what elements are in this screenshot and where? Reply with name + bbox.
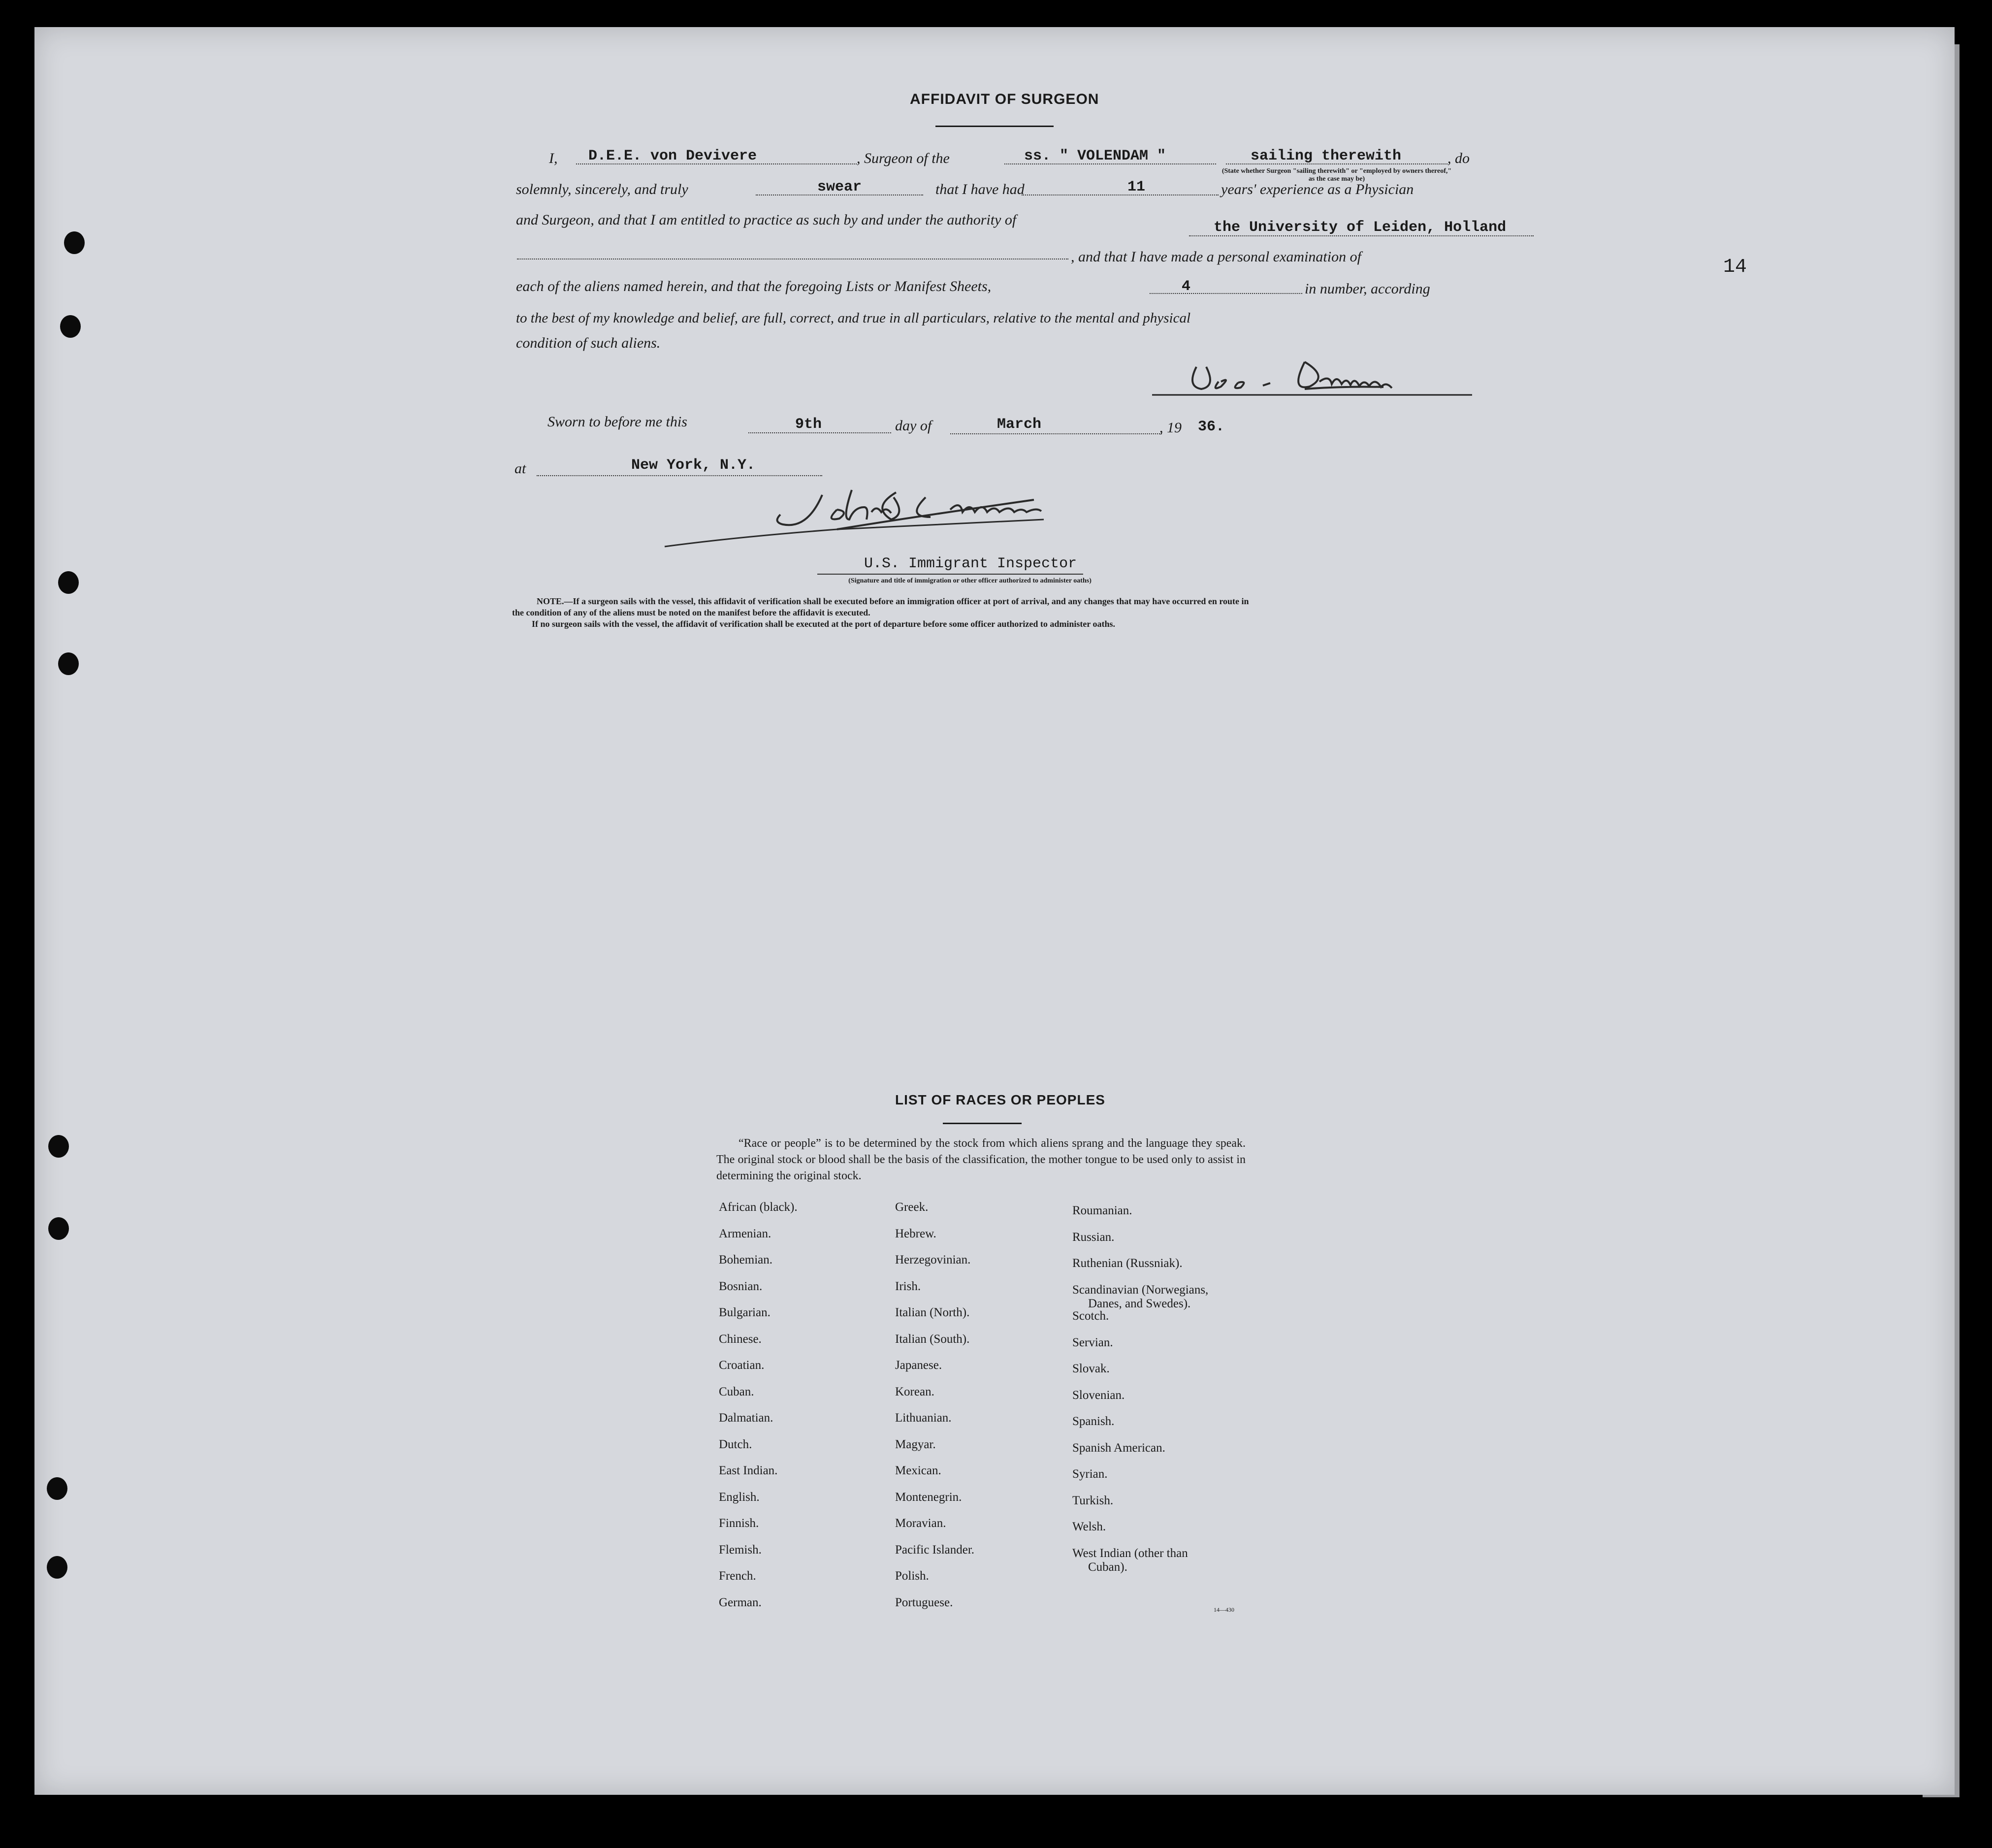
race-item: Italian (North). — [895, 1306, 970, 1319]
race-item: French. — [719, 1569, 756, 1583]
officer-line — [817, 574, 1083, 575]
authority-line — [1189, 235, 1534, 236]
officer-caption: (Signature and title of immigration or other officer authorized to administer oaths) — [848, 577, 1092, 584]
sheets-line — [1150, 293, 1302, 294]
day-of-text: day of — [895, 418, 932, 434]
oath-word-value: swear — [817, 179, 862, 195]
race-item: Cuban. — [719, 1385, 754, 1398]
race-item: Flemish. — [719, 1543, 762, 1556]
do-text: , do — [1447, 150, 1470, 166]
race-item: Danes, and Swedes). — [1088, 1297, 1191, 1310]
race-item: Servian. — [1072, 1335, 1113, 1349]
race-item: East Indian. — [719, 1464, 778, 1477]
inspector-signature — [660, 485, 1201, 549]
binder-hole — [60, 315, 81, 338]
binder-hole — [47, 1556, 67, 1579]
race-item: Japanese. — [895, 1359, 942, 1372]
race-item: Moravian. — [895, 1517, 946, 1530]
personal-exam-text: , and that I have made a personal examination of — [1071, 249, 1361, 265]
sailing-status-caption: (State whether Surgeon "sailing therewith" or "employed by owners thereof," as the case may be) — [1221, 167, 1452, 183]
binder-hole — [58, 571, 79, 594]
race-item: Turkish. — [1072, 1493, 1114, 1507]
race-item: German. — [719, 1595, 762, 1609]
note-line-3: If no surgeon sails with the vessel, the affidavit of verification shall be executed at the port of departure before some officer authorized to administer oaths. — [532, 619, 1116, 629]
solemnly-text: solemnly, sincerely, and truly — [516, 181, 688, 197]
race-item: Irish. — [895, 1279, 921, 1293]
year-value: 36. — [1198, 419, 1225, 435]
race-item: Mexican. — [895, 1464, 941, 1477]
race-item: Bulgarian. — [719, 1306, 771, 1319]
race-item: Italian (South). — [895, 1332, 970, 1346]
place-line — [537, 475, 822, 476]
race-item: Montenegrin. — [895, 1490, 962, 1504]
binder-hole — [48, 1217, 69, 1240]
race-item: Scandinavian (Norwegians, — [1072, 1283, 1209, 1297]
page-number: 14 — [1723, 256, 1747, 278]
day-value: 9th — [795, 416, 822, 433]
ship-name-value: ss. " VOLENDAM " — [1024, 148, 1166, 164]
race-item: African (black). — [719, 1200, 798, 1214]
officer-title-value: U.S. Immigrant Inspector — [864, 555, 1077, 572]
pre-I-text: I, — [549, 150, 558, 166]
race-item: Welsh. — [1072, 1520, 1106, 1533]
race-item: Ruthenian (Russniak). — [1072, 1257, 1183, 1270]
surgeon-of-the-text: , Surgeon of the — [857, 150, 950, 166]
race-item: Cuban). — [1088, 1560, 1127, 1574]
year-prefix-text: , 19 — [1159, 420, 1182, 436]
race-item: Croatian. — [719, 1359, 765, 1372]
month-line — [950, 433, 1162, 434]
race-item: Pacific Islander. — [895, 1543, 975, 1556]
and-surgeon-text: and Surgeon, and that I am entitled to practice as such by and under the authority of — [516, 212, 1017, 228]
race-item: English. — [719, 1490, 760, 1504]
race-item: Chinese. — [719, 1332, 762, 1346]
sailing-status-value: sailing therewith — [1251, 148, 1402, 164]
race-item: Bohemian. — [719, 1253, 773, 1266]
race-item: Korean. — [895, 1385, 934, 1398]
race-item: West Indian (other than — [1072, 1546, 1188, 1560]
sworn-text: Sworn to before me this — [547, 414, 687, 430]
form-number: 14—430 — [1214, 1606, 1234, 1613]
month-value: March — [997, 416, 1042, 433]
race-item: Slovak. — [1072, 1362, 1110, 1375]
affidavit-title: AFFIDAVIT OF SURGEON — [910, 91, 1099, 107]
title-underline — [935, 126, 1054, 127]
race-item: Spanish. — [1072, 1415, 1115, 1428]
sailing-status-line — [1226, 163, 1447, 164]
that-had-text: that I have had — [935, 181, 1025, 197]
day-line — [748, 432, 891, 433]
race-item: Bosnian. — [719, 1279, 763, 1293]
each-of-text: each of the aliens named herein, and that the foregoing Lists or Manifest Sheets, — [516, 278, 992, 294]
years-value: 11 — [1127, 179, 1146, 195]
race-item: Polish. — [895, 1569, 929, 1583]
authority-value: the University of Leiden, Holland — [1214, 219, 1507, 236]
race-item: Syrian. — [1072, 1467, 1108, 1481]
race-item: Scotch. — [1072, 1309, 1109, 1323]
race-item: Portuguese. — [895, 1595, 953, 1609]
binder-hole — [64, 231, 85, 254]
race-item: Dalmatian. — [719, 1411, 773, 1425]
race-item: Roumanian. — [1072, 1204, 1132, 1217]
races-title-underline — [943, 1123, 1022, 1124]
document-page — [34, 27, 1955, 1795]
race-item: Finnish. — [719, 1517, 759, 1530]
race-item: Hebrew. — [895, 1227, 936, 1240]
race-item: Herzegovinian. — [895, 1253, 971, 1266]
surgeon-signature — [1152, 347, 1477, 401]
race-item: Dutch. — [719, 1437, 752, 1451]
binder-hole — [48, 1135, 69, 1158]
at-text: at — [514, 460, 526, 477]
best-of-text: to the best of my knowledge and belief, are full, correct, and true in all particulars, relative to the mental and physical — [516, 310, 1191, 326]
race-item: Russian. — [1072, 1230, 1115, 1244]
in-number-text: in number, according — [1305, 281, 1430, 297]
races-intro: “Race or people” is to be determined by the stock from which aliens sprang and the language they speak. The original stock or blood shall be the basis of the classification, the mother tongue to be used only to assist in determining the original stock. — [716, 1137, 1246, 1182]
condition-text: condition of such aliens. — [516, 335, 661, 351]
race-item: Slovenian. — [1072, 1388, 1125, 1402]
ship-name-line — [1004, 163, 1216, 164]
race-item: Magyar. — [895, 1437, 936, 1451]
binder-hole — [47, 1477, 67, 1500]
note-line-2: the condition of any of the aliens must be noted on the manifest before the affidavit is executed. — [512, 608, 870, 617]
note-line-1: NOTE.—If a surgeon sails with the vessel, this affidavit of verification shall be executed before an immigration officer at port of arrival, and any changes that may have occurred en route in — [537, 596, 1249, 606]
race-item: Armenian. — [719, 1227, 771, 1240]
race-item: Lithuanian. — [895, 1411, 952, 1425]
years-exp-text: years' experience as a Physician — [1221, 181, 1414, 197]
place-value: New York, N.Y. — [631, 457, 756, 474]
binder-hole — [58, 652, 79, 675]
surgeon-name-line — [576, 163, 857, 164]
race-item: Greek. — [895, 1200, 929, 1214]
surgeon-name-value: D.E.E. von Devivere — [588, 148, 757, 164]
races-title: LIST OF RACES OR PEOPLES — [895, 1092, 1105, 1107]
race-item: Spanish American. — [1072, 1441, 1165, 1455]
sheets-value: 4 — [1182, 278, 1191, 295]
